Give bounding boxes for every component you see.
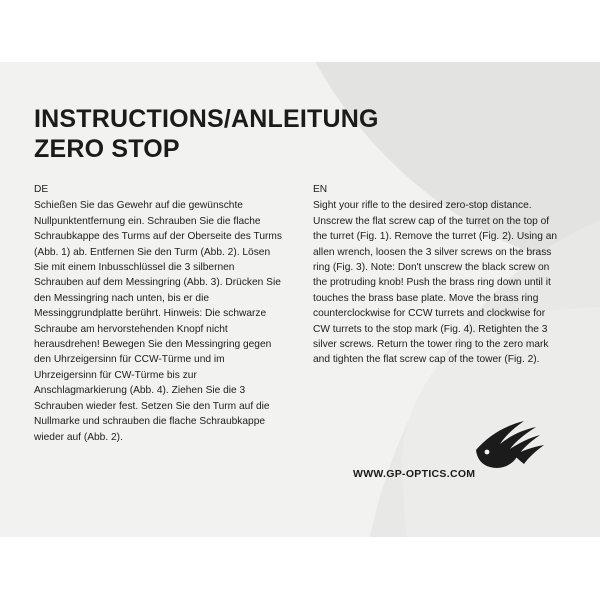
instruction-card	[0, 62, 600, 537]
column-label-en: EN	[313, 184, 328, 195]
column-german	[34, 182, 282, 445]
column-label-de: DE	[34, 184, 49, 195]
title-line-2: ZERO STOP	[34, 135, 180, 163]
title-line-1: INSTRUCTIONS/ANLEITUNG	[34, 105, 379, 133]
card-content	[0, 62, 600, 537]
website-url: WWW.GP-OPTICS.COM	[353, 468, 476, 480]
column-english	[313, 182, 563, 368]
eagle-logo	[470, 414, 560, 472]
column-body-de: Schießen Sie das Gewehr auf die gewünschte Nullpunktentfernung ein. Schrauben Sie die flache Schraubkappe des Turms auf der Oberseite des Turms (Abb. 1) ab. Entfernen Sie den Turm (Abb. 2). Lösen Sie mit einem Inbusschlüssel die 3 silbernen Schrauben auf dem Messingring (Abb. 3). Drücken Sie den Messingring nach unten, bis er die Messinggrundplatte berührt. Hinweis: Die schwarze Schraube am hervorstehenden Knopf nicht herausdrehen! Bewegen Sie den Messingring gegen den Uhrzeigersinn für CCW-Türme und im Uhrzeigersinn für CW-Türme bis zur Anschlagmarkierung (Abb. 4). Ziehen Sie die 3 Schrauben wieder fest. Setzen Sie den Turm auf die Nullmarke und schrauben die flache Schraubkappe wieder auf (Abb. 2).	[34, 200, 283, 443]
column-body-en: Sight your rifle to the desired zero-stop distance. Unscrew the flat screw cap of the turret on the top of the turret (Fig. 1). Remove the turret (Fig. 2). Using an allen wrench, loosen the 3 silver screws on the brass ring (Fig. 3). Note: Don't unscrew the black screw on the protruding knob! Push the brass ring down until it touches the brass base plate. Move the brass ring counterclockwise for CCW turrets and clockwise for CW turrets to the stop mark (Fig. 4). Retighten the 3 silver screws. Return the tower ring to the zero mark and tighten the flat screw cap of the tower (Fig. 2).	[313, 200, 558, 366]
page-title	[34, 104, 474, 164]
